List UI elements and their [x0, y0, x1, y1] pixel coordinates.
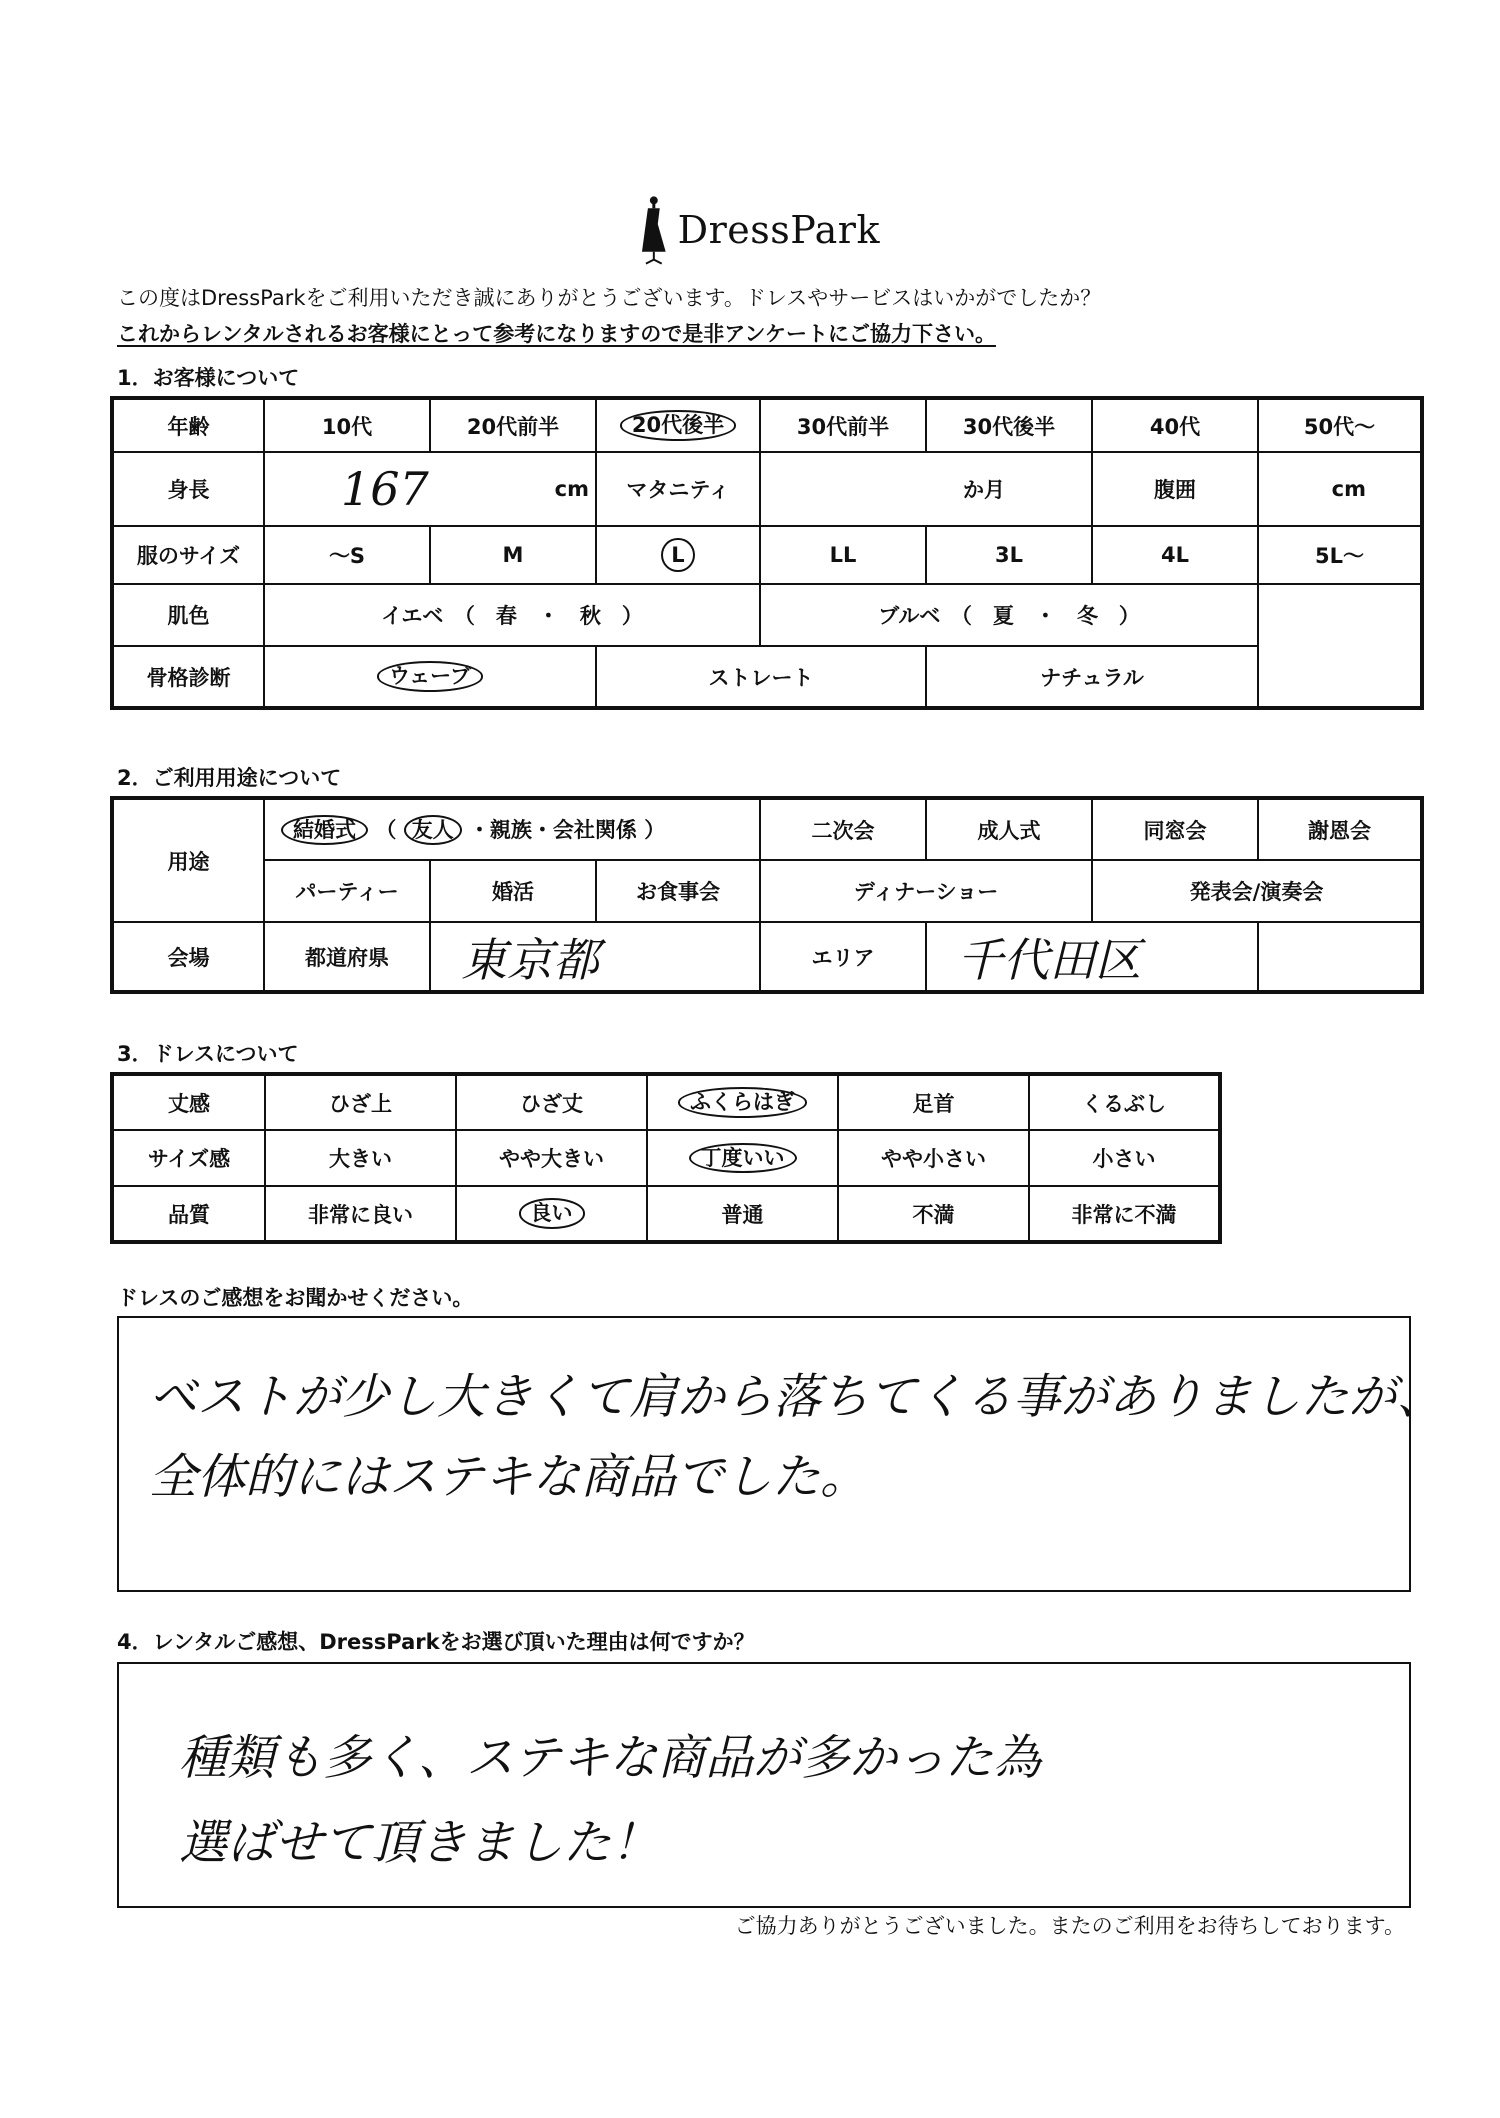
impressions-box: [117, 1316, 1445, 1592]
impressions-title: ドレスのご感想をお聞かせください。: [117, 1286, 474, 1310]
size-row: [112, 526, 1422, 584]
age-option: 30代前半: [760, 398, 926, 452]
size-option-selected: [596, 526, 760, 584]
section-1-title: 1．お客様について: [117, 366, 300, 390]
size-option: 3L: [926, 526, 1092, 584]
dress-option: ひざ上: [265, 1074, 456, 1130]
frame-option: ストレート: [596, 646, 926, 708]
area-label: エリア: [760, 922, 926, 992]
prefecture-value: [430, 922, 760, 992]
prefecture-label: 都道府県: [264, 922, 430, 992]
selection-circle: 良い: [519, 1198, 585, 1228]
frame-label: 骨格診断: [112, 646, 264, 708]
purpose-option: 婚活: [430, 860, 596, 922]
size-label: 服のサイズ: [112, 526, 264, 584]
skin-yellow: イエベ （ 春 ・ 秋 ）: [264, 584, 760, 646]
age-option-selected: [596, 398, 760, 452]
frame-option-selected: [264, 646, 596, 708]
height-row: [112, 452, 1422, 526]
footer-thanks: ご協力ありがとうございました。またのご利用をお待ちしております。: [734, 1914, 1405, 1938]
blank-cell: [1258, 584, 1422, 646]
dress-option-selected: [456, 1186, 647, 1242]
dress-option: 足首: [838, 1074, 1029, 1130]
impressions-line-2: 全体的にはステキな商品でした。: [149, 1449, 869, 1505]
size-option: ～S: [264, 526, 430, 584]
size-option: 5L～: [1258, 526, 1422, 584]
reason-box: [117, 1662, 1411, 1908]
intro-line-1: この度はDressParkをご利用いただき誠にありがとうございます。ドレスやサービスはいかがでしたか？: [117, 286, 1102, 310]
frame-option: ナチュラル: [926, 646, 1258, 708]
selection-circle: 友人: [404, 815, 462, 845]
selection-circle: ふくらはぎ: [678, 1087, 807, 1117]
size-option: LL: [760, 526, 926, 584]
dress-option: ひざ丈: [456, 1074, 647, 1130]
waist-unit: cm: [1258, 452, 1422, 526]
height-cell: [264, 452, 596, 526]
selection-circle: 20代後半: [620, 410, 736, 440]
age-row: [112, 398, 1422, 452]
dress-row-label: サイズ感: [112, 1130, 265, 1186]
purpose-row-1: [112, 798, 1422, 860]
blank-cell: [1258, 922, 1422, 992]
age-option: 10代: [264, 398, 430, 452]
age-option: 20代前半: [430, 398, 596, 452]
intro-line-2: これからレンタルされるお客様にとって参考になりますので是非アンケートにご協力下さい。: [117, 322, 996, 346]
dress-row-length: [112, 1074, 1220, 1130]
age-option: 30代後半: [926, 398, 1092, 452]
dress-row-size: [112, 1130, 1220, 1186]
skin-row: [112, 584, 1422, 646]
maternity-label: マタニティ: [596, 452, 760, 526]
prefecture-handwriting: 東京都: [461, 932, 599, 987]
reason-line-2: 選ばせて頂きました！: [179, 1815, 660, 1871]
dress-option: くるぶし: [1029, 1074, 1220, 1130]
selection-circle: ウェーブ: [377, 661, 483, 691]
dress-option-selected: [647, 1130, 838, 1186]
section-3-title: 3．ドレスについて: [117, 1042, 299, 1066]
dress-table: [110, 1072, 1222, 1244]
dress-option: やや小さい: [838, 1130, 1029, 1186]
dress-row-label: 品質: [112, 1186, 265, 1242]
maternity-unit: か月: [760, 452, 1092, 526]
area-handwriting: 千代田区: [957, 932, 1142, 987]
height-unit: cm: [554, 477, 589, 501]
dress-option: 普通: [647, 1186, 838, 1242]
impressions-line-1: ベストが少し大きくて肩から落ちてくる事がありましたが、: [149, 1369, 1445, 1425]
wedding-rest: ・親族・会社関係: [468, 817, 637, 842]
wedding-open: （: [375, 817, 397, 842]
size-option: 4L: [1092, 526, 1258, 584]
height-value: 167: [341, 462, 429, 516]
blank-cell: [1258, 646, 1422, 708]
dress-option-selected: [647, 1074, 838, 1130]
dress-option: やや大きい: [456, 1130, 647, 1186]
purpose-option: 同窓会: [1092, 798, 1258, 860]
customer-table: [110, 396, 1424, 710]
reason-line-1: 種類も多く、ステキな商品が多かった為: [179, 1730, 1042, 1786]
frame-row: [112, 646, 1422, 708]
waist-label: 腹囲: [1092, 452, 1258, 526]
dress-row-label: 丈感: [112, 1074, 265, 1130]
wedding-cell: [264, 798, 760, 860]
age-label: 年齢: [112, 398, 264, 452]
purpose-option: 発表会/演奏会: [1092, 860, 1422, 922]
dress-option: 小さい: [1029, 1130, 1220, 1186]
age-option: 40代: [1092, 398, 1258, 452]
purpose-label: 用途: [112, 798, 264, 922]
selection-circle: L: [661, 538, 694, 572]
purpose-option: 二次会: [760, 798, 926, 860]
purpose-option: パーティー: [264, 860, 430, 922]
section-2-title: 2．ご利用用途について: [117, 766, 342, 790]
dress-row-quality: [112, 1186, 1220, 1242]
purpose-option: 謝恩会: [1258, 798, 1422, 860]
area-value: [926, 922, 1258, 992]
section-4-title: 4．レンタルご感想、DressParkをお選び頂いた理由は何ですか？: [117, 1630, 755, 1654]
purpose-option: 成人式: [926, 798, 1092, 860]
dress-option: 非常に不満: [1029, 1186, 1220, 1242]
dress-option: 非常に良い: [265, 1186, 456, 1242]
height-label: 身長: [112, 452, 264, 526]
purpose-option: ディナーショー: [760, 860, 1092, 922]
purpose-option: お食事会: [596, 860, 760, 922]
dress-option: 大きい: [265, 1130, 456, 1186]
skin-blue: ブルベ （ 夏 ・ 冬 ）: [760, 584, 1258, 646]
venue-label: 会場: [112, 922, 264, 992]
size-option: M: [430, 526, 596, 584]
dress-option: 不満: [838, 1186, 1029, 1242]
purpose-row-2: [112, 860, 1422, 922]
wedding-close: ）: [644, 817, 666, 842]
age-option: 50代～: [1258, 398, 1422, 452]
logo-text: DressPark: [677, 208, 880, 252]
purpose-table: [110, 796, 1424, 994]
selection-circle: 結婚式: [281, 815, 368, 845]
venue-row: [112, 922, 1422, 992]
selection-circle: 丁度いい: [689, 1143, 797, 1173]
dress-icon: [640, 194, 668, 266]
skin-label: 肌色: [112, 584, 264, 646]
logo: [640, 190, 880, 270]
